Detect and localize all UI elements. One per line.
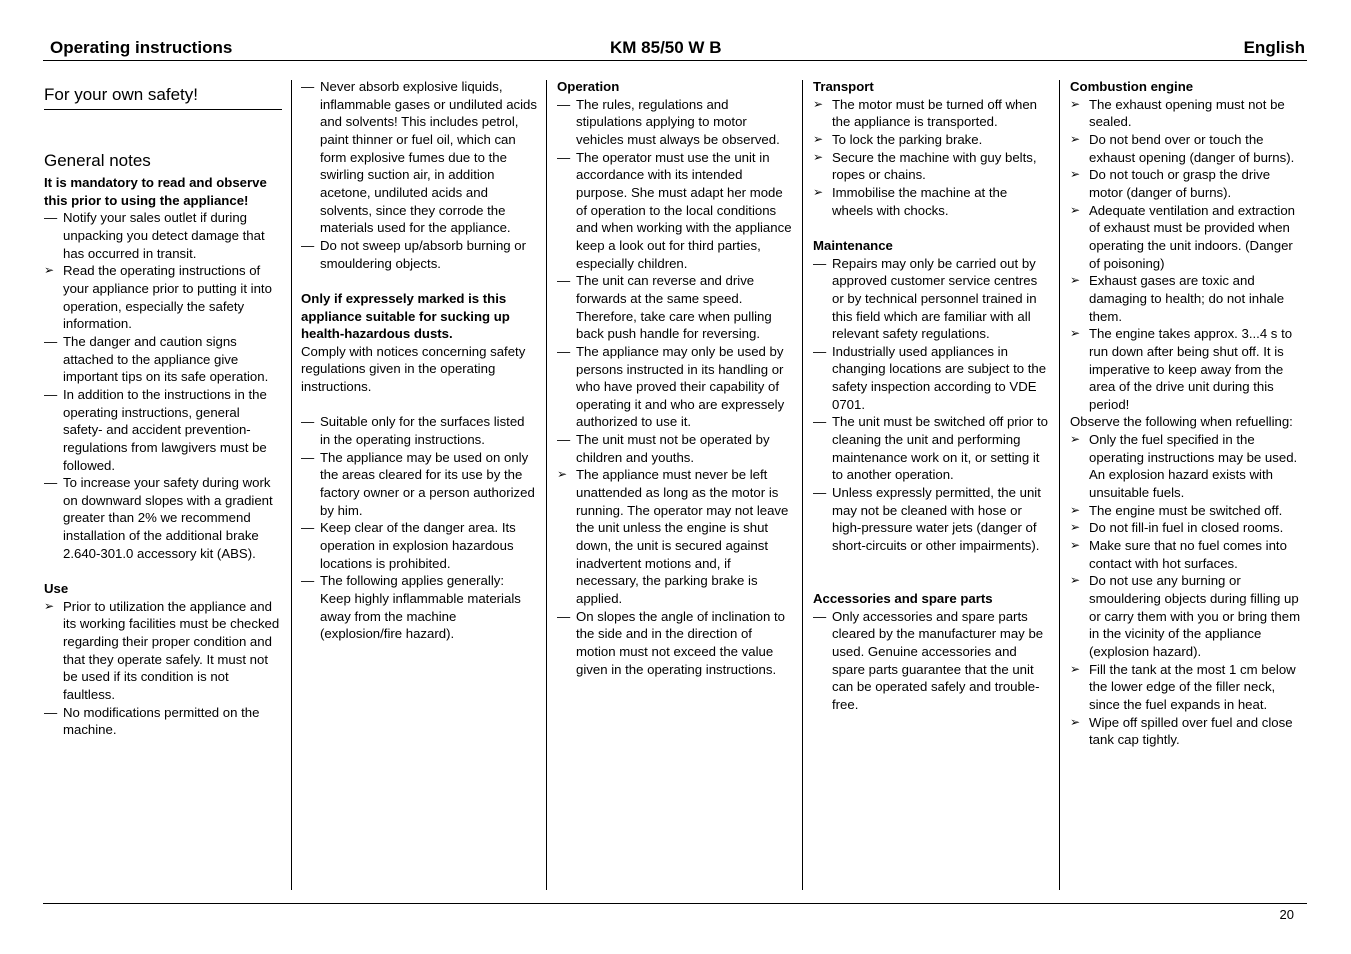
- list-item-text: To increase your safety during work on downward slopes with a gradient greater than 2% we recommend installation of the additional brake 2.640-301.0 accessory kit (ABS).: [63, 475, 273, 561]
- list-item: [1070, 537, 1306, 572]
- list-item: [813, 413, 1049, 484]
- arrow-bullet-icon: ➢: [1070, 96, 1081, 111]
- arrow-bullet-icon: ➢: [1070, 538, 1081, 553]
- column-5: [1070, 78, 1306, 749]
- dash-bullet-icon: —: [301, 237, 315, 253]
- list-item-text: Make sure that no fuel comes into contact with hot surfaces.: [1089, 538, 1287, 571]
- list-item: [44, 704, 282, 739]
- column-1: [44, 83, 282, 739]
- accessories-heading: Accessories and spare parts: [813, 590, 993, 606]
- list-item: [557, 96, 793, 149]
- list-item: [44, 209, 282, 262]
- list-item: [1070, 272, 1306, 325]
- hazardous-dust-notice: Only if expressely marked is this appliance suitable for sucking up health-hazardous dusts.: [301, 290, 510, 342]
- list-item: [557, 466, 793, 607]
- arrow-bullet-icon: ➢: [1070, 661, 1081, 676]
- list-item-text: The engine takes approx. 3...4 s to run down after being shut off. It is imperative to keep away from the area of the drive unit during this period!: [1089, 326, 1293, 412]
- dash-bullet-icon: —: [301, 573, 315, 589]
- list-item-text: The motor must be turned off when the appliance is transported.: [832, 96, 1038, 130]
- list-item-text: Do not bend over or touch the exhaust opening (danger of burns).: [1089, 131, 1295, 165]
- list-item: [301, 413, 537, 448]
- transport-heading: Transport: [813, 79, 874, 94]
- arrow-bullet-icon: ➢: [813, 96, 824, 111]
- list-item-text: The exhaust opening must not be sealed.: [1089, 96, 1285, 130]
- column-divider: [291, 80, 292, 890]
- header-model-title: KM 85/50 W B: [610, 38, 722, 57]
- arrow-bullet-icon: ➢: [557, 467, 568, 482]
- list-item-text: Suitable only for the surfaces listed in the operating instructions.: [320, 414, 525, 448]
- list-item: [301, 237, 537, 272]
- dash-bullet-icon: —: [557, 343, 571, 359]
- absorb-list: [301, 78, 537, 272]
- list-item: [813, 149, 1049, 184]
- refuel-intro: Observe the following when refuelling:: [1070, 414, 1293, 430]
- list-item: [813, 484, 1049, 555]
- list-item-text: Secure the machine with guy belts, ropes or chains.: [832, 149, 1037, 183]
- dash-bullet-icon: —: [301, 520, 315, 536]
- dash-bullet-icon: —: [813, 608, 827, 624]
- list-item-text: The appliance may only be used by persons instructed in its handling or who have proved their capability of operating it and who are expressely authorized to use it.: [576, 343, 785, 430]
- dash-bullet-icon: —: [557, 432, 571, 448]
- general-notes-title: General notes: [44, 151, 151, 170]
- operation-heading: Operation: [557, 79, 620, 94]
- list-item: [301, 572, 537, 643]
- arrow-bullet-icon: ➢: [1070, 714, 1081, 729]
- list-item-text: Adequate ventilation and extraction of exhaust must be provided when operating the unit indoors. (Danger of poisoning): [1089, 202, 1296, 271]
- list-item-text: Never absorb explosive liquids, inflammable gases or undiluted acids and solvents! This includes petrol, paint thinner or fuel oil, which can form explosive fumes due to the swirling suction air, in addition acetone, undiluted acids and solvents, since they corrode the materials used for the appliance.: [320, 79, 537, 236]
- list-item: [813, 255, 1049, 343]
- arrow-bullet-icon: ➢: [1070, 573, 1081, 588]
- list-item: [557, 272, 793, 343]
- mandatory-notice: It is mandatory to read and observe this prior to using the appliance!: [44, 175, 267, 208]
- combustion-heading: Combustion engine: [1070, 79, 1194, 94]
- page-number: 20: [1279, 907, 1294, 922]
- list-item: [1070, 572, 1306, 660]
- arrow-bullet-icon: ➢: [813, 131, 824, 146]
- list-item-text: The unit can reverse and drive forwards at the same speed. Therefore, take care when pulling back push handle for reversing.: [576, 273, 772, 342]
- usage-list: [301, 413, 537, 643]
- arrow-bullet-icon: ➢: [1070, 273, 1081, 288]
- list-item-text: The engine must be switched off.: [1089, 502, 1283, 518]
- list-item: [44, 333, 282, 386]
- list-item-text: Industrially used appliances in changing locations are subject to the safety inspection according to VDE 0701.: [832, 343, 1047, 412]
- arrow-bullet-icon: ➢: [1070, 202, 1081, 217]
- list-item-text: The following applies generally: Keep highly inflammable materials away from the machine (explosion/fire hazard).: [320, 573, 521, 642]
- column-4: [813, 78, 1049, 714]
- list-item: [44, 474, 282, 562]
- list-item: [813, 608, 1049, 714]
- dash-bullet-icon: —: [301, 414, 315, 430]
- list-item-text: Exhaust gases are toxic and damaging to health; do not inhale them.: [1089, 273, 1285, 324]
- transport-list: [813, 96, 1049, 220]
- list-item: [1070, 502, 1306, 520]
- list-item: [1070, 131, 1306, 166]
- arrow-bullet-icon: ➢: [813, 149, 824, 164]
- section-title: For your own safety!: [44, 83, 282, 110]
- list-item: [813, 184, 1049, 219]
- header-language: English: [1243, 38, 1305, 57]
- list-item: [1070, 202, 1306, 273]
- column-3: [557, 78, 793, 678]
- list-item-text: The appliance must never be left unattended as long as the motor is running. The operator may not leave the unit unless the engine is shut down, the unit is secured against inadvertent motions and, if necessary, the parking brake is applied.: [576, 467, 789, 607]
- list-item-text: Only the fuel specified in the operating instructions may be used. An explosion hazard exists with unsuitable fuels.: [1089, 432, 1298, 501]
- list-item-text: Wipe off spilled over fuel and close tank cap tightly.: [1089, 714, 1293, 748]
- refuel-list: [1070, 431, 1306, 749]
- column-2: [301, 78, 537, 643]
- dash-bullet-icon: —: [557, 273, 571, 289]
- list-item-text: Do not use any burning or smouldering objects during filling up or carry them with you or bring them in the vicinity of the appliance (explosion hazard).: [1089, 573, 1301, 659]
- list-item-text: Read the operating instructions of your appliance prior to putting it into operation, especially the safety information.: [63, 263, 272, 332]
- dash-bullet-icon: —: [557, 149, 571, 165]
- dash-bullet-icon: —: [813, 255, 827, 271]
- use-heading: Use: [44, 581, 69, 597]
- column-divider: [546, 80, 547, 890]
- dash-bullet-icon: —: [557, 608, 571, 624]
- list-item-text: Immobilise the machine at the wheels with chocks.: [832, 184, 1008, 218]
- arrow-bullet-icon: ➢: [1070, 131, 1081, 146]
- list-item: [813, 131, 1049, 149]
- list-item-text: The unit must be switched off prior to cleaning the unit and performing maintenance work on it, or setting it to another operation.: [832, 414, 1048, 483]
- list-item-text: Keep clear of the danger area. Its operation in explosion hazardous locations is prohibited.: [320, 520, 516, 571]
- column-divider: [1059, 80, 1060, 890]
- dash-bullet-icon: —: [44, 475, 58, 491]
- list-item-text: The rules, regulations and stipulations applying to motor vehicles must always be observed.: [576, 96, 780, 147]
- list-item: [557, 608, 793, 679]
- arrow-bullet-icon: ➢: [44, 263, 55, 278]
- maintenance-heading: Maintenance: [813, 237, 893, 253]
- arrow-bullet-icon: ➢: [1070, 502, 1081, 517]
- list-item-text: To lock the parking brake.: [832, 131, 983, 147]
- general-notes-list: [44, 209, 282, 562]
- list-item-text: The danger and caution signs attached to the appliance give important tips on its safe operation.: [63, 333, 269, 385]
- list-item-text: Unless expressly permitted, the unit may not be cleaned with hose or high-pressure water jets (danger of short-circuits or other impairments).: [832, 485, 1041, 554]
- list-item: [1070, 166, 1306, 201]
- list-item-text: Do not touch or grasp the drive motor (danger of burns).: [1089, 167, 1271, 200]
- list-item: [1070, 519, 1306, 537]
- dash-bullet-icon: —: [44, 386, 58, 402]
- list-item-text: Repairs may only be carried out by approved customer service centres or by technical personnel trained in this field which are familiar with all relevant safety regulations.: [832, 255, 1038, 342]
- dash-bullet-icon: —: [301, 79, 315, 94]
- list-item: [1070, 431, 1306, 502]
- list-item-text: The operator must use the unit in accordance with its intended purpose. She must adapt her mode of operation to the local conditions and when working with the appliance keep a look out for third parties, especially children.: [576, 149, 792, 271]
- list-item: [301, 78, 537, 237]
- arrow-bullet-icon: ➢: [813, 184, 824, 199]
- list-item-text: Do not fill-in fuel in closed rooms.: [1089, 520, 1284, 536]
- dash-bullet-icon: —: [813, 343, 827, 359]
- combustion-list: [1070, 96, 1306, 414]
- header-left-title: Operating instructions: [50, 38, 233, 57]
- list-item: [44, 386, 282, 474]
- arrow-bullet-icon: ➢: [1070, 432, 1081, 447]
- operation-list: [557, 96, 793, 679]
- dash-bullet-icon: —: [813, 485, 827, 501]
- maintenance-list: [813, 255, 1049, 555]
- list-item: [813, 96, 1049, 131]
- list-item: [557, 431, 793, 466]
- arrow-bullet-icon: ➢: [44, 598, 55, 613]
- header-rule: [43, 60, 1307, 61]
- dash-bullet-icon: —: [301, 449, 315, 465]
- list-item-text: The appliance may be used on only the areas cleared for its use by the factory owner or a person authorized by him.: [320, 449, 535, 518]
- list-item-text: Fill the tank at the most 1 cm below the lower edge of the filler neck, since the fuel expands in heat.: [1089, 661, 1296, 712]
- footer-rule: [43, 903, 1307, 904]
- list-item-text: Notify your sales outlet if during unpacking you detect damage that has occurred in transit.: [63, 210, 265, 261]
- arrow-bullet-icon: ➢: [1070, 520, 1081, 535]
- list-item: [1070, 714, 1306, 749]
- list-item: [557, 343, 793, 431]
- comply-paragraph: Comply with notices concerning safety regulations given in the operating instructions.: [301, 343, 526, 395]
- list-item-text: On slopes the angle of inclination to the side and in the direction of motion must not exceed the value given in the operating instructions.: [576, 608, 785, 677]
- list-item: [44, 262, 282, 333]
- list-item: [44, 598, 282, 704]
- list-item: [813, 343, 1049, 414]
- accessories-list: [813, 608, 1049, 714]
- dash-bullet-icon: —: [557, 96, 571, 112]
- dash-bullet-icon: —: [44, 704, 58, 720]
- list-item: [1070, 661, 1306, 714]
- list-item: [557, 149, 793, 273]
- list-item: [301, 519, 537, 572]
- list-item: [1070, 96, 1306, 131]
- dash-bullet-icon: —: [44, 210, 58, 226]
- list-item-text: No modifications permitted on the machine.: [63, 704, 260, 738]
- list-item: [301, 449, 537, 520]
- column-divider: [802, 80, 803, 890]
- list-item-text: Only accessories and spare parts cleared by the manufacturer may be used. Genuine accessories and spare parts guarantee that the unit can be operated safely and trouble-free.: [832, 608, 1044, 712]
- list-item-text: In addition to the instructions in the operating instructions, general safety- and accident prevention-regulations from lawgivers must be followed.: [63, 386, 267, 473]
- list-item-text: Do not sweep up/absorb burning or smouldering objects.: [320, 237, 527, 271]
- use-list: [44, 598, 282, 739]
- arrow-bullet-icon: ➢: [1070, 326, 1081, 341]
- dash-bullet-icon: —: [813, 414, 827, 430]
- list-item: [1070, 325, 1306, 413]
- list-item-text: Prior to utilization the appliance and its working facilities must be checked regarding their proper condition and that they operate safely. It must not be used if its condition is not faultless.: [63, 598, 280, 703]
- dash-bullet-icon: —: [44, 333, 58, 349]
- list-item-text: The unit must not be operated by children and youths.: [576, 432, 770, 465]
- arrow-bullet-icon: ➢: [1070, 167, 1081, 182]
